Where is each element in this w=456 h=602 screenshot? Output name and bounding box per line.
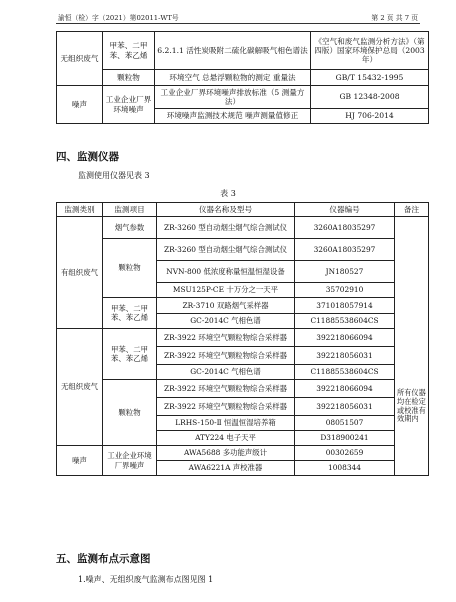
standard-cell: GB 12348-2008 xyxy=(311,86,429,109)
instrument-code: C11885538604CS xyxy=(295,365,395,380)
instrument-name: GC-2014C 气相色谱 xyxy=(157,365,295,380)
column-header: 仪器编号 xyxy=(295,203,395,217)
instrument-code: 00302659 xyxy=(295,446,395,461)
methods-table xyxy=(56,31,429,124)
layout-note: 1.噪声、无组织废气监测布点图见图 1 xyxy=(78,575,214,584)
category-cell: 噪声 xyxy=(57,86,103,124)
instrument-name: ATY224 电子天平 xyxy=(157,431,295,446)
method-cell: 环境空气 总悬浮颗粒物的测定 重量法 xyxy=(155,70,311,86)
remark-text: 所有仪器均在检定或校准有效期内 xyxy=(397,388,426,424)
instrument-name: LRHS-150-Ⅱ 恒温恒湿培养箱 xyxy=(157,416,295,431)
instrument-name: ZR-3922 环境空气颗粒物综合采样器 xyxy=(157,347,295,365)
table-row xyxy=(57,239,429,261)
instrument-code: 1008344 xyxy=(295,461,395,476)
header-divider xyxy=(56,23,420,24)
column-header: 监测类别 xyxy=(57,203,103,217)
instrument-code: 392218066094 xyxy=(295,380,395,398)
instrument-code: 371018057914 xyxy=(295,298,395,314)
instrument-name: AWA5688 多功能声级计 xyxy=(157,446,295,461)
instrument-code: 392218056031 xyxy=(295,347,395,365)
table-row xyxy=(57,380,429,398)
instrument-name: ZR-3710 双路烟气采样器 xyxy=(157,298,295,314)
category-cell: 无组织废气 xyxy=(57,32,103,86)
instrument-code: 3260A18035297 xyxy=(295,239,395,261)
item-cell: 甲苯、二甲苯、苯乙烯 xyxy=(103,329,157,380)
instrument-name: GC-2014C 气相色谱 xyxy=(157,314,295,329)
column-header: 监测项目 xyxy=(103,203,157,217)
item-cell: 工业企业厂界环境噪声 xyxy=(103,86,155,124)
method-cell: 6.2.1.1 活性炭吸附二硫化碳解吸气相色谱法 xyxy=(155,32,311,70)
instrument-code: 35702910 xyxy=(295,283,395,298)
standard-cell: HJ 706-2014 xyxy=(311,109,429,124)
item-cell: 甲苯、二甲苯、苯乙烯 xyxy=(103,298,157,329)
category-cell: 无组织废气 xyxy=(57,329,103,446)
instrument-code: 3260A18035297 xyxy=(295,217,395,239)
instrument-name: NVN-800 低浓度称量恒温恒湿设备 xyxy=(157,261,295,283)
instrument-code: JN180527 xyxy=(295,261,395,283)
table-row xyxy=(57,298,429,314)
table-row xyxy=(57,329,429,347)
category-cell: 噪声 xyxy=(57,446,103,476)
instrument-name: AWA6221A 声校准器 xyxy=(157,461,295,476)
remark-cell xyxy=(395,217,429,476)
instrument-table xyxy=(56,202,429,476)
item-cell: 工业企业环境厂界噪声 xyxy=(103,446,157,476)
instrument-code: 392218066094 xyxy=(295,329,395,347)
table-header-row xyxy=(57,203,429,217)
instruments-note: 监测使用仪器见表 3 xyxy=(78,171,150,180)
document-number: 渝恒（检）字（2021）第02011-WT号 xyxy=(58,14,179,22)
section-heading-layout: 五、监测布点示意图 xyxy=(56,553,151,565)
table-row xyxy=(57,86,429,109)
instrument-name: ZR-3260 型自动烟尘烟气综合测试仪 xyxy=(157,239,295,261)
item-cell: 颗粒物 xyxy=(103,239,157,298)
instrument-code: 08051507 xyxy=(295,416,395,431)
item-cell: 颗粒物 xyxy=(103,70,155,86)
instrument-name: ZR-3922 环境空气颗粒物综合采样器 xyxy=(157,398,295,416)
instrument-code: 392218056031 xyxy=(295,398,395,416)
standard-cell: GB/T 15432-1995 xyxy=(311,70,429,86)
instrument-name: ZR-3260 型自动烟尘烟气综合测试仪 xyxy=(157,217,295,239)
method-cell: 工业企业厂界环境噪声排放标准（5 测量方法） xyxy=(155,86,311,109)
method-cell: 环境噪声监测技术规范 噪声测量值修正 xyxy=(155,109,311,124)
standard-cell: 《空气和废气监测分析方法》（第四版）国家环境保护总局（2003 年） xyxy=(311,32,429,70)
instrument-code: C11885538604CS xyxy=(295,314,395,329)
table-row xyxy=(57,217,429,239)
section-heading-instruments: 四、监测仪器 xyxy=(56,151,119,163)
table-caption: 表 3 xyxy=(220,189,236,198)
instrument-name: ZR-3922 环境空气颗粒物综合采样器 xyxy=(157,329,295,347)
table-row xyxy=(57,70,429,86)
table-row xyxy=(57,446,429,461)
item-cell: 颗粒物 xyxy=(103,380,157,446)
column-header: 仪器名称及型号 xyxy=(157,203,295,217)
page-number: 第 2 页 共 7 页 xyxy=(371,14,418,22)
item-cell: 烟气参数 xyxy=(103,217,157,239)
table-row xyxy=(57,32,429,70)
item-cell: 甲苯、二甲苯、苯乙烯 xyxy=(103,32,155,70)
instrument-name: MSU125P-CE 十万分之一天平 xyxy=(157,283,295,298)
category-cell: 有组织废气 xyxy=(57,217,103,329)
instrument-name: ZR-3922 环境空气颗粒物综合采样器 xyxy=(157,380,295,398)
instrument-code: D318900241 xyxy=(295,431,395,446)
column-header: 备注 xyxy=(395,203,429,217)
